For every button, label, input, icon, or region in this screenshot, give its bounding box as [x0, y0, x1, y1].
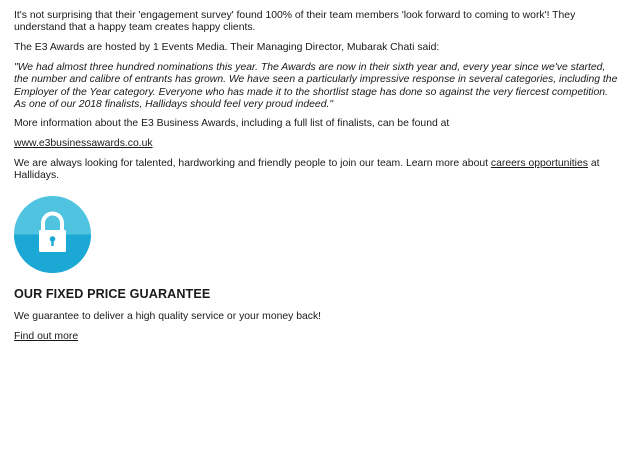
intro-paragraph: It's not surprising that their 'engagement survey' found 100% of their team members 'look forward to coming to work'! They understand that a happy team creates happy clients. — [14, 10, 576, 34]
guarantee-body: We guarantee to deliver a high quality service or your money back! — [14, 311, 322, 322]
careers-suffix-text: at Hallidays. — [14, 158, 600, 182]
find-out-more-link[interactable]: Find out more — [14, 331, 79, 342]
padlock-icon — [14, 196, 91, 273]
careers-opportunities-link[interactable]: careers opportunities — [490, 158, 588, 169]
awards-link-paragraph — [14, 138, 618, 150]
quote-paragraph: "We had almost three hundred nominations this year. The Awards are now in their sixth year and, every year since we've started, the number and calibre of entrants has grown. We have seen a particularly impressive response in several categories, including the Employer of the Year category. Everyone who has made it to the shortlist stage has done so against the very fiercest competition. As one of our 2018 finalists, Hallidays should feel very proud indeed." — [14, 62, 618, 111]
find-out-more-paragraph — [14, 331, 618, 343]
awards-website-link[interactable]: www.e3businessawards.co.uk — [14, 138, 153, 149]
careers-paragraph — [14, 158, 618, 183]
guarantee-heading: OUR FIXED PRICE GUARANTEE — [14, 287, 211, 301]
hosted-paragraph: The E3 Awards are hosted by 1 Events Media. Their Managing Director, Mubarak Chati said: — [14, 42, 440, 53]
more-info-paragraph: More information about the E3 Business Awards, including a full list of finalists, can be found at — [14, 118, 450, 129]
careers-prefix-text: We are always looking for talented, hardworking and friendly people to join our team. Learn more about — [14, 158, 489, 169]
